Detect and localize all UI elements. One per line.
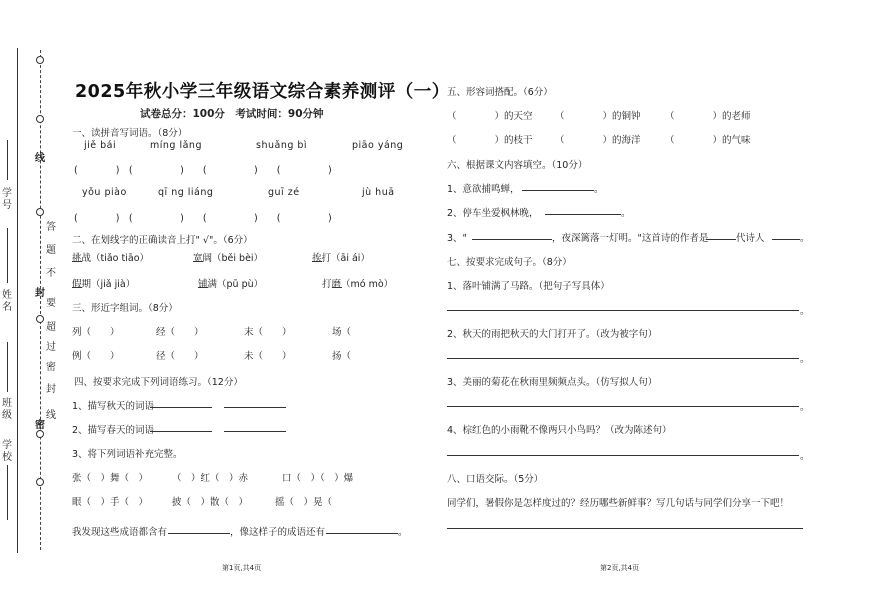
question-end: 。 <box>800 233 810 244</box>
pinyin: jù huā <box>362 187 395 198</box>
idiom-item[interactable]: 张（ ）舞（ ） <box>72 473 149 484</box>
answer-line[interactable] <box>545 214 621 215</box>
section-5-title: 五、形容词搭配。（6分） <box>447 87 553 98</box>
answer-line[interactable] <box>772 239 800 240</box>
word-item[interactable]: 未（ ） <box>244 351 292 362</box>
notice-char: 要 <box>46 298 56 309</box>
summary-text: 我发现这些成语都含有 <box>72 527 168 538</box>
pinyin: qī ng liáng <box>158 187 214 198</box>
binding-hole <box>36 208 44 216</box>
section-1-title: 一、读拼音写词语。（8分） <box>72 128 188 139</box>
seal-char: 封 <box>35 288 45 299</box>
class-line[interactable] <box>7 342 8 392</box>
answer-line[interactable] <box>447 528 803 529</box>
question-text: 3、美丽的菊花在秋雨里频频点头。（仿写拟人句） <box>447 377 658 388</box>
pinyin: míng lǎng <box>150 140 202 151</box>
pinyin: guī zé <box>268 187 300 198</box>
answer-line[interactable] <box>447 310 799 311</box>
char-underline <box>72 287 82 288</box>
answer-line[interactable] <box>150 407 212 408</box>
pronunciation-item[interactable]: 打磨（mó mò） <box>322 279 394 290</box>
answer-paren[interactable]: ( ) ( ) ( ) ( ) <box>74 165 332 176</box>
binding-hole <box>36 315 44 323</box>
adjective-item[interactable]: （ ）的气味 <box>665 135 751 146</box>
question-end: 。 <box>594 184 604 195</box>
seal-char: 线 <box>35 153 45 164</box>
notice-char: 答 <box>46 222 56 233</box>
notice-char: 过 <box>46 342 56 353</box>
answer-line[interactable] <box>447 455 799 456</box>
question-text: 2、描写春天的词语 <box>72 425 155 436</box>
section-4-title: 四、按要求完成下列词语练习。（12分） <box>74 377 243 388</box>
notice-char: 超 <box>46 322 56 333</box>
question-text: 1、描写秋天的词语 <box>72 401 155 412</box>
school-line[interactable] <box>7 465 8 520</box>
word-item[interactable]: 列（ ） <box>72 327 120 338</box>
adjective-item[interactable]: （ ）的枝干 <box>447 135 533 146</box>
notice-char: 密 <box>46 362 56 373</box>
binding-hole <box>36 115 44 123</box>
section-3-title: 三、形近字组词。（8分） <box>72 303 178 314</box>
answer-line[interactable] <box>224 407 286 408</box>
answer-line-end: 。 <box>800 402 810 413</box>
notice-char: 封 <box>46 384 56 395</box>
adjective-item[interactable]: （ ）的老师 <box>665 111 751 122</box>
class-label: 班级 <box>2 398 12 421</box>
answer-line[interactable] <box>522 190 594 191</box>
answer-line-end: 。 <box>800 354 810 365</box>
word-item[interactable]: 末（ ） <box>244 327 292 338</box>
answer-line-end: 。 <box>800 451 810 462</box>
page-footer: 第2页,共4页 <box>600 564 640 572</box>
question-text: 2、停车坐爱枫林晚， <box>447 208 539 219</box>
char-underline <box>72 261 82 262</box>
word-item[interactable]: 场（ <box>332 327 352 338</box>
pronunciation-item[interactable]: 挨打（āi ái） <box>312 253 370 264</box>
answer-line[interactable] <box>326 533 398 534</box>
question-text: 1、落叶铺满了马路。（把句子写具体） <box>447 281 610 292</box>
pinyin: jiě bái <box>84 140 117 151</box>
pronunciation-item[interactable]: 铺满（pū pù） <box>198 279 264 290</box>
summary-text: ，像这样子的成语还有 <box>230 527 326 538</box>
word-item[interactable]: 经（ ） <box>156 327 204 338</box>
idiom-item[interactable]: （ ）红（ ）赤 <box>172 473 249 484</box>
answer-line[interactable] <box>150 431 212 432</box>
binding-hole <box>36 478 44 486</box>
section-2-title: 二、在划线字的正确读音上打" √"。（6分） <box>72 235 253 246</box>
answer-line[interactable] <box>224 431 286 432</box>
idiom-item[interactable]: 眼（ ）手（ ） <box>72 497 149 508</box>
page-footer: 第1页,共4页 <box>222 564 262 572</box>
adjective-item[interactable]: （ ）的海洋 <box>555 135 641 146</box>
char-underline <box>198 287 208 288</box>
prompt-text: 同学们，暑假你是怎样度过的？经历哪些新鲜事？写几句话与同学们分享一下吧！ <box>447 498 790 509</box>
char-underline <box>312 261 322 262</box>
margin-border-line <box>17 48 18 553</box>
word-item[interactable]: 径（ ） <box>156 351 204 362</box>
notice-char: 线 <box>46 410 56 421</box>
question-text: 1、意欲捕鸣蝉， <box>447 184 520 195</box>
char-underline <box>332 287 342 288</box>
idiom-item[interactable]: 口（ ）（ ）爆 <box>282 473 354 484</box>
school-label: 学校 <box>2 440 12 463</box>
char-underline <box>193 261 203 262</box>
question-text: 代诗人 <box>736 233 765 244</box>
notice-char: 不 <box>46 268 56 279</box>
answer-line-end: 。 <box>800 306 810 317</box>
seal-char: 密 <box>35 420 45 431</box>
answer-line[interactable] <box>168 533 230 534</box>
adjective-item[interactable]: （ ）的天空 <box>447 111 533 122</box>
word-item[interactable]: 扬（ <box>332 351 352 362</box>
answer-line[interactable] <box>447 406 799 407</box>
student-no-label: 学号 <box>2 188 12 211</box>
question-text: 3、" <box>447 233 467 244</box>
word-item[interactable]: 例（ ） <box>72 351 120 362</box>
question-text: ，夜深篱落一灯明。"这首诗的作者是 <box>552 233 709 244</box>
pinyin: yǒu piào <box>82 187 127 198</box>
idiom-item[interactable]: 摇（ ）晃（ <box>275 497 342 508</box>
page-title: 2025年秋小学三年级语文综合素养测评（一） <box>75 82 450 102</box>
idiom-item[interactable]: 披（ ）散（ ） <box>172 497 249 508</box>
answer-line[interactable] <box>472 239 552 240</box>
answer-line[interactable] <box>706 239 736 240</box>
pinyin: shuǎng bì <box>256 140 308 151</box>
notice-char: 题 <box>46 245 56 256</box>
name-label: 姓名 <box>2 290 12 313</box>
seal-dashed-line <box>40 50 41 550</box>
summary-end: 。 <box>398 527 408 538</box>
question-text: 2、秋天的雨把秋天的大门打开了。（改为被字句） <box>447 329 658 340</box>
pronunciation-item[interactable]: 假期（jiǎ jià） <box>72 279 136 290</box>
binding-hole <box>36 56 44 64</box>
question-end: 。 <box>621 208 631 219</box>
pinyin: piāo yáng <box>352 140 404 151</box>
name-line[interactable] <box>7 228 8 283</box>
page-subtitle: 试卷总分：100分 考试时间：90分钟 <box>140 108 324 120</box>
student-no-line[interactable] <box>7 140 8 180</box>
answer-line[interactable] <box>447 358 799 359</box>
pronunciation-item[interactable]: 挑战（tiǎo tiāo） <box>72 253 150 264</box>
section-7-title: 七、按要求完成句子。（8分） <box>447 257 572 268</box>
question-text: 3、将下列词语补充完整。 <box>72 449 183 460</box>
question-text: 4、棕红色的小雨靴不像两只小鸟吗？（改为陈述句） <box>447 425 672 436</box>
pronunciation-item[interactable]: 宽阔（běi bèi） <box>193 253 264 264</box>
adjective-item[interactable]: （ ）的铜钟 <box>555 111 641 122</box>
section-6-title: 六、根据课文内容填空。（10分） <box>447 160 588 171</box>
section-8-title: 八、口语交际。（5分） <box>447 474 544 485</box>
answer-paren[interactable]: ( ) ( ) ( ) ( ) <box>74 213 332 224</box>
